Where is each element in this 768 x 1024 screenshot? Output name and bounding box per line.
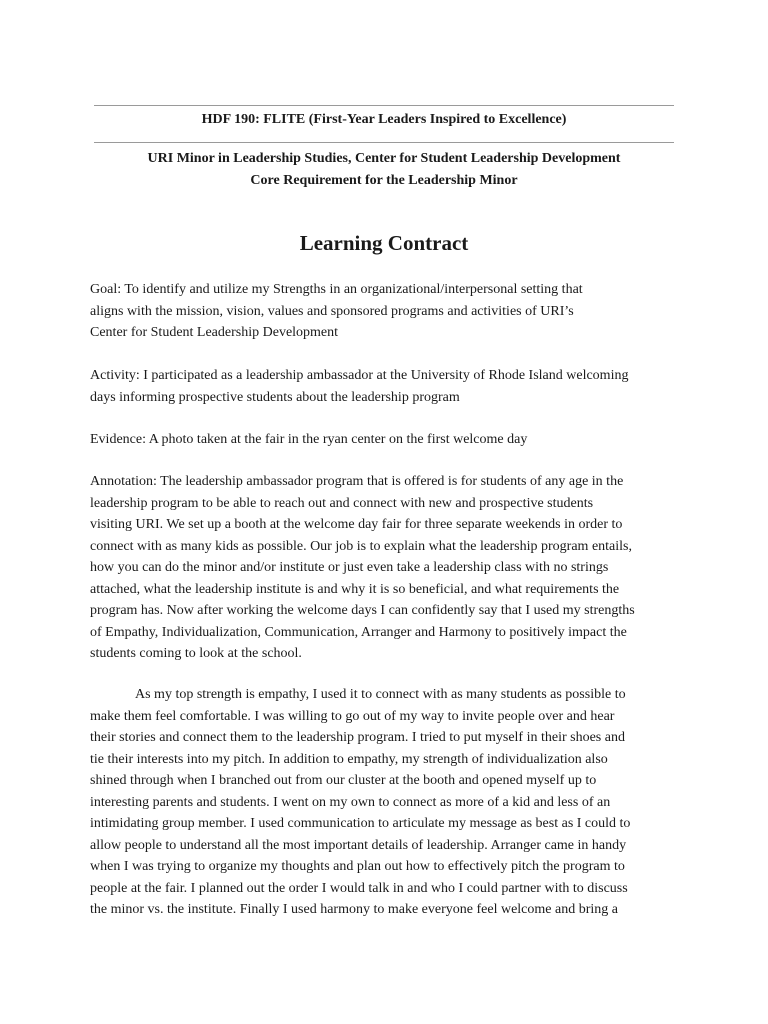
header-rule: [94, 142, 674, 143]
text-line: aligns with the mission, vision, values and sponsored programs and activities of URI’s: [90, 303, 574, 319]
program-subtitle: [0, 148, 768, 191]
text-line: days informing prospective students about the leadership program: [90, 389, 460, 405]
annotation-paragraph: [90, 471, 682, 665]
body-paragraph: [90, 684, 682, 921]
subtitle-line: URI Minor in Leadership Studies, Center for Student Leadership Development: [147, 151, 621, 166]
text-line: their stories and connect them to the leadership program. I tried to put myself in their shoes and: [90, 730, 625, 745]
activity-paragraph: [90, 365, 682, 408]
goal-paragraph: [90, 279, 682, 344]
subtitle-line: Core Requirement for the Leadership Minor: [250, 172, 518, 188]
text-line: the minor vs. the institute. Finally I used harmony to make everyone feel welcome and bring a: [90, 902, 618, 917]
text-line: Annotation: The leadership ambassador program that is offered is for students of any age in the: [90, 474, 624, 489]
text-line: Center for Student Leadership Development: [90, 325, 339, 340]
text-line: visiting URI. We set up a booth at the welcome day fair for three separate weekends in order to: [90, 517, 623, 532]
text-line: people at the fair. I planned out the order I would talk in and who I could partner with to discuss: [90, 880, 628, 896]
text-line: make them feel comfortable. I was willing to go out of my way to invite people over and hear: [90, 708, 615, 724]
text-line: leadership program to be able to reach out and connect with new and prospective students: [90, 495, 594, 511]
text-line: tie their interests into my pitch. In addition to empathy, my strength of individualization also: [90, 751, 608, 767]
document-title: Learning Contract: [299, 231, 469, 255]
text-line: allow people to understand all the most important details of leadership. Arranger came in handy: [90, 837, 627, 853]
text-line: how you can do the minor and/or institute or just even take a leadership class with no strings: [90, 560, 609, 575]
text-line: of Empathy, Individualization, Communication, Arranger and Harmony to positively impact the: [90, 624, 627, 640]
text-line: when I was trying to organize my thoughts and plan out how to effectively pitch the program to: [90, 859, 625, 874]
text-line: Activity: I participated as a leadership ambassador at the University of Rhode Island welcoming: [90, 368, 629, 383]
text-line: As my top strength is empathy, I used it to connect with as many students as possible to: [135, 687, 626, 702]
course-title: HDF 190: FLITE (First-Year Leaders Inspired to Excellence): [201, 112, 567, 127]
top-rule: [94, 105, 674, 106]
text-line: Evidence: A photo taken at the fair in the ryan center on the first welcome day: [90, 432, 528, 447]
text-line: program has. Now after working the welcome days I can confidently say that I used my strengths: [90, 603, 635, 618]
text-line: shined through when I branched out from our cluster at the booth and opened myself up to: [90, 773, 597, 788]
text-line: students coming to look at the school.: [90, 646, 302, 661]
text-line: Goal: To identify and utilize my Strengths in an organizational/interpersonal setting that: [90, 282, 583, 297]
text-line: interesting parents and students. I went on my own to connect as more of a kid and less of an: [90, 794, 611, 810]
evidence-paragraph: [90, 429, 682, 451]
text-line: intimidating group member. I used communication to articulate my message as best as I could to: [90, 816, 631, 831]
text-line: attached, what the leadership institute is and why it is so beneficial, and what requirements the: [90, 581, 620, 597]
text-line: connect with as many kids as possible. Our job is to explain what the leadership program entails,: [90, 538, 632, 554]
